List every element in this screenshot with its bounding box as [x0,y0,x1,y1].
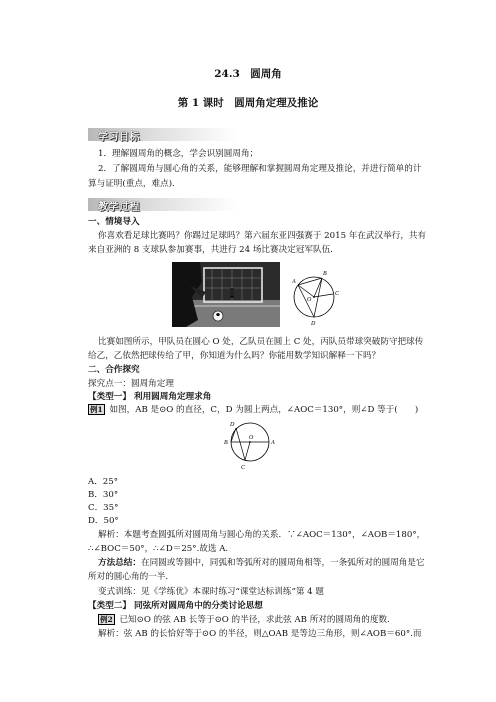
part1-heading: 一、情境导入 [88,217,140,227]
fig2-point-label: C [241,465,246,471]
fig2-point-label: B [224,440,228,446]
choice-d: D．50° [88,516,119,526]
solution1: ∴∠BOC＝50°，∴∠D＝25°.故选 A. [88,544,229,554]
goals-banner-label: 学习目标 [98,132,140,143]
fig1-point-label: B [323,271,327,277]
fig1-point-label: A [292,279,296,285]
method-text: 在同圆或等圆中，同弧和等弧所对的圆周角相等，一条弧所对的圆周角是它 [140,558,425,568]
part1-after: 比赛如图所示，甲队员在圆心 O 处，乙队员在圆上 C 处，丙队员带球突破防守把球传 [98,337,424,347]
solution2: 解析：弦 AB 的长恰好等于⊙O 的半径，则△OAB 是等边三角形，则∠AOB＝60°.而 [98,629,422,639]
example2-text: 已知⊙O 的弦 AB 长等于⊙O 的半径，求此弦 AB 所对的圆周角的度数. [119,615,390,625]
type1-heading [88,391,211,404]
lesson-subtitle: 第 1 课时 圆周角定理及推论 [177,97,319,109]
explore-point: 探究点一：圆周角定理 [88,379,174,389]
example2-tag: 例2 [100,615,113,624]
goal-item: 2．了解圆周角与圆心角的关系，能够理解和掌握圆周角定理及推论，并进行简单的计 [98,164,422,174]
lesson-title: 24.3 圆周角 [214,68,282,80]
goal-item: 1．理解圆周角的概念，学会识别圆周角； [98,149,259,159]
part1-text: 你喜欢看足球比赛吗？你踢过足球吗？第六届东亚四强赛于 2015 年在武汉举行，共有 [98,231,427,241]
part1-text: 来自亚洲的 8 支球队参加赛事，共进行 24 场比赛决定冠军队伍. [88,245,333,255]
example1-tag: 例1 [90,405,103,414]
fig2-point-label: A [271,440,275,446]
part1-after: 给乙，乙依然把球传给了甲，你知道为什么吗？你能用数学知识解释一下吗？ [88,351,381,361]
goals-banner [88,128,238,141]
process-banner-label: 教学过程 [98,202,140,213]
type2-title: 同弦所对圆周角中的分类讨论思想 [133,601,263,611]
type2-heading [88,600,263,613]
type1-label: 【类型一】 [88,392,131,402]
choice-b: B．30° [88,490,119,500]
fig2-point-label: O [249,435,254,441]
variation-training: 变式训练：见《学练优》本课时练习“课堂达标训练”第 4 题 [98,587,324,597]
example1-text: 如图，AB 是⊙O 的直径，C，D 为圆上两点，∠AOC＝130°，则∠D 等于( ) [109,405,419,415]
circle-figure-2 [222,414,280,474]
fig1-point-label: C [335,291,340,297]
fig1-point-label: O [307,297,312,303]
type2-label: 【类型二】 [88,601,131,611]
example2 [98,614,390,627]
soccer-photo [172,262,280,327]
solution1: 解析：本题考查圆弧所对圆周角与圆心角的关系．∵∠AOC＝130°，∠AOB＝180°， [98,530,426,540]
choice-c: C．35° [88,503,119,513]
fig1-point-label: D [311,321,316,327]
process-banner [88,198,238,211]
fig2-point-label: D [230,422,235,428]
part2-heading: 二、合作探究 [88,365,140,375]
method-text: 所对的圆心角的一半. [88,572,169,582]
goal-item: 算与证明(重点，难点). [88,179,175,189]
circle-figure-1 [288,264,348,328]
method-label: 方法总结： [98,558,141,568]
method-summary [98,557,425,570]
type1-title: 利用圆周角定理求角 [133,392,212,402]
choice-a: A．25° [88,477,119,487]
